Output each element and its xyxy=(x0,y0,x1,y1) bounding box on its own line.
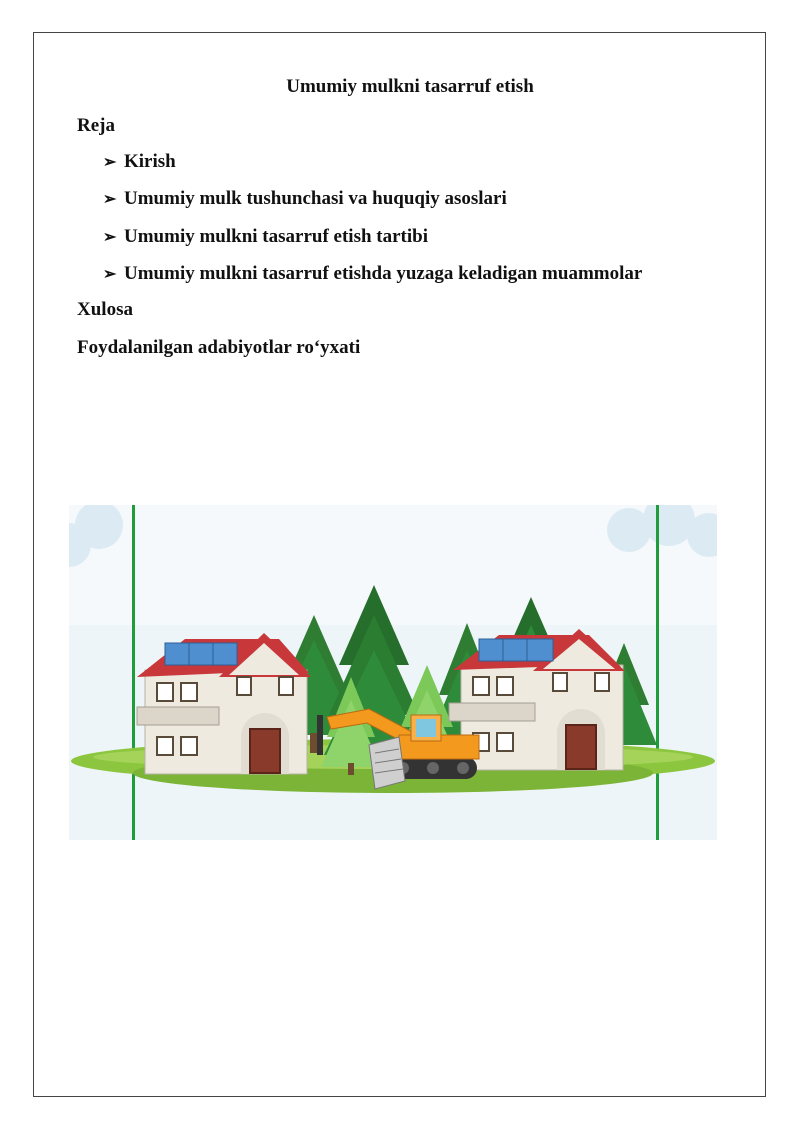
solar-panel xyxy=(165,643,237,665)
solar-panel xyxy=(479,639,553,661)
plan-item-1 xyxy=(103,151,176,173)
plan-item-label: Umumiy mulkni tasarruf etish tartibi xyxy=(124,226,428,247)
plan-item-label: Kirish xyxy=(124,151,176,172)
door xyxy=(250,729,280,773)
frame-line-right xyxy=(656,505,659,840)
plan-item-4 xyxy=(103,263,642,285)
door xyxy=(566,725,596,769)
plan-item-label: Umumiy mulkni tasarruf etishda yuzaga keladigan muammolar xyxy=(124,263,643,284)
references-heading: Foydalanilgan adabiyotlar ro‘yxati xyxy=(77,337,361,358)
arrow-bullet-icon: ➢ xyxy=(103,266,117,283)
frame-line-left xyxy=(132,505,135,840)
document-title: Umumiy mulkni tasarruf etish xyxy=(286,76,534,97)
plan-item-2 xyxy=(103,188,507,210)
plan-item-3 xyxy=(103,226,428,248)
arrow-bullet-icon: ➢ xyxy=(103,154,117,171)
arrow-bullet-icon: ➢ xyxy=(103,191,117,208)
plan-item-label: Umumiy mulk tushunchasi va huquqiy asoslari xyxy=(124,188,507,209)
plan-heading: Reja xyxy=(77,115,115,136)
arrow-bullet-icon: ➢ xyxy=(103,229,117,246)
conclusion-heading: Xulosa xyxy=(77,299,133,320)
houses-illustration xyxy=(69,505,717,840)
